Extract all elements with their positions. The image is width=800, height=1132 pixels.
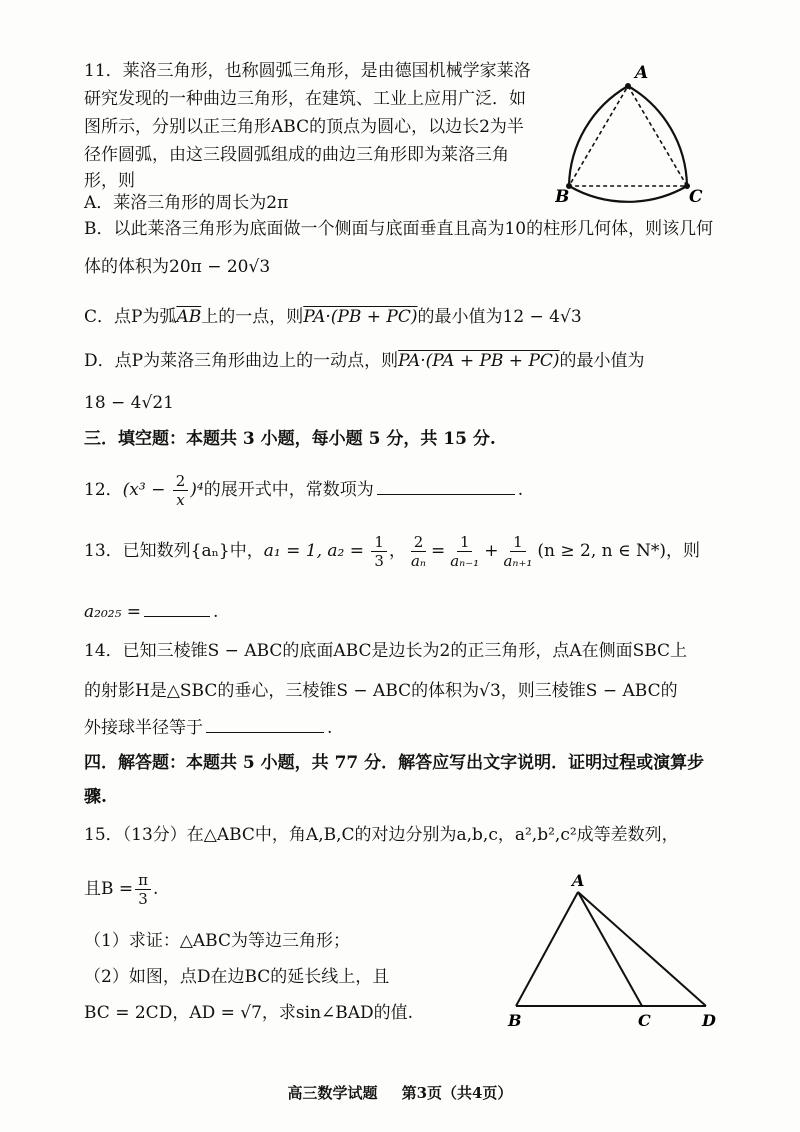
q11-option-b-line2: 体的体积为20π − 20√3 xyxy=(84,257,271,277)
label-a: A xyxy=(635,63,649,83)
label-b: B xyxy=(555,187,570,207)
q12-answer-blank[interactable] xyxy=(377,478,515,495)
segment-ab xyxy=(516,892,578,1006)
q13-ask xyxy=(84,600,218,623)
reuleaux-arcs xyxy=(569,86,687,202)
label-c: C xyxy=(689,187,703,207)
q13-f2-num: 2 xyxy=(411,533,427,552)
q11-option-d-post: 的最小值为 xyxy=(559,351,645,371)
q14-end: . xyxy=(327,718,333,738)
q11-option-c-arc: $\overline{AB}$ xyxy=(176,307,202,327)
triangle-figure xyxy=(498,872,728,1032)
q15-num: π xyxy=(135,871,151,890)
q12-num: 2 xyxy=(173,472,189,491)
q11-option-a: A．莱洛三角形的周长为2π xyxy=(84,193,289,213)
q14-line-2: 的射影H是△SBC的垂心，三棱锥S − ABC的体积为√3，则三棱锥S − ABC的 xyxy=(84,681,678,701)
q12-expr-a: (x³ − xyxy=(122,480,171,500)
q11-option-d xyxy=(84,350,645,372)
fig-label-b: B xyxy=(508,1011,522,1030)
q15-part-2: （2）如图，点D在边BC的延长线上，且 xyxy=(84,967,390,987)
q15-fraction xyxy=(135,871,151,908)
q11-option-d-pre: D．点P为莱洛三角形曲边上的一动点，则 xyxy=(84,351,399,371)
reuleaux-figure xyxy=(555,58,715,208)
fig-label-d: D xyxy=(702,1011,716,1030)
reuleaux-inner-triangle xyxy=(569,86,687,186)
q15-part-1: （1）求证：△ABC为等边三角形； xyxy=(84,931,350,951)
q13-end: . xyxy=(213,602,219,622)
q15-l2-pre: 且B = xyxy=(84,879,134,899)
q11-option-c-mid: 上的一点，则 xyxy=(201,307,304,327)
q13: 13．已知数列{aₙ}中，a₁ = 1, a₂ = $\frac{1}{3}$ ， $\frac{2}{\text{aₙ}}$ = $\frac{1}{\text{aₙ₋₁}}$ + $\frac{1}{\text{aₙ₊₁}}$ (n ≥ 2, n ∈ N*)，则 xyxy=(84,533,700,570)
page-footer xyxy=(0,1082,800,1103)
section-4-heading-line-2: 骤. xyxy=(84,787,107,807)
q11-line-1: 11．莱洛三角形，也称圆弧三角形，是由德国机械学家莱洛 xyxy=(84,61,531,81)
q12-fraction xyxy=(173,472,189,509)
q11-line-2: 研究发现的一种曲边三角形，在建筑、工业上应用广泛．如 xyxy=(84,89,526,109)
q12 xyxy=(84,470,523,510)
q11-line-5: 形，则 xyxy=(84,171,135,191)
segment-ad xyxy=(578,892,706,1006)
q15-den: 3 xyxy=(138,890,148,908)
q13-frac-4 xyxy=(500,533,535,570)
section-3-heading: 三．填空题：本题共 3 小题，每小题 5 分，共 15 分. xyxy=(84,429,496,449)
q13-f2-den: aₙ xyxy=(410,552,426,570)
footer-page: 第3页（共4页） xyxy=(401,1084,513,1102)
q13-cond: a₁ = 1, a₂ = xyxy=(263,541,370,561)
q13-frac-1 xyxy=(371,533,387,570)
footer-title: 高三数学试题 xyxy=(287,1084,378,1102)
q13-frac-2 xyxy=(408,533,429,570)
q11-line-3: 图所示，分别以正三角形ABC的顶点为圆心，以边长2为半 xyxy=(84,117,524,137)
q12-expr-b: )⁴ xyxy=(190,480,204,500)
q11-option-c xyxy=(84,306,582,328)
q11-option-c-pre: C．点P为弧 xyxy=(84,307,177,327)
q12-post: 的展开式中，常数项为 xyxy=(203,480,374,500)
q11-line-4: 径作圆弧，由这三段圆弧组成的曲边三角形即为莱洛三角 xyxy=(84,145,509,165)
q13-ask-text: a₂₀₂₅ = xyxy=(84,602,142,622)
q15-part-2-cont: BC = 2CD，AD = √7，求sin∠BAD的值. xyxy=(84,1003,414,1023)
q13-frac-3 xyxy=(447,533,482,570)
q11-option-d-expr: PA·(PA + PB + PC) xyxy=(398,351,560,371)
q11-option-b-line1: B．以此莱洛三角形为底面做一个侧面与底面垂直且高为10的柱形几何体，则该几何 xyxy=(84,219,714,239)
q12-den: x xyxy=(176,491,185,509)
q14-answer-blank[interactable] xyxy=(206,716,324,733)
q11-option-c-post: 的最小值为12 − 4√3 xyxy=(417,307,582,327)
q13-f4-den: aₙ₊₁ xyxy=(503,552,533,570)
q13-answer-blank[interactable] xyxy=(144,600,210,617)
q14-line-1: 14．已知三棱锥S − ABC的底面ABC是边长为2的正三角形，点A在侧面SBC上 xyxy=(84,641,688,661)
q11-option-c-expr: PA·(PB + PC) xyxy=(303,307,418,327)
q13-f4-num: 1 xyxy=(510,533,526,552)
segment-ac xyxy=(578,892,642,1006)
q12-end: . xyxy=(517,480,524,500)
q13-f3-den: aₙ₋₁ xyxy=(450,552,480,570)
q14-line-3 xyxy=(84,716,332,739)
section-4-heading-line-1: 四．解答题：本题共 5 小题，共 77 分．解答应写出文字说明．证明过程或演算步 xyxy=(84,753,705,773)
q13-tail: (n ≥ 2, n ∈ N*)，则 xyxy=(537,541,700,561)
q14-line-3-text: 外接球半径等于 xyxy=(84,718,203,738)
q15-line-1: 15．（13分）在△ABC中，角A,B,C的对边分别为a,b,c，a²,b²,c²成等差数列， xyxy=(84,825,679,845)
q13-f1-den: 3 xyxy=(374,552,384,570)
q13-f1-num: 1 xyxy=(371,533,387,552)
q13-f3-num: 1 xyxy=(457,533,473,552)
fig-label-a: A xyxy=(572,872,585,890)
fig-label-c: C xyxy=(638,1011,651,1030)
q12-pre: 12． xyxy=(84,480,123,500)
q15-l2-end: . xyxy=(153,879,159,899)
q15-line-2 xyxy=(84,864,158,914)
q13-pre: 13．已知数列{aₙ}中， xyxy=(84,541,264,561)
vertex-a-dot xyxy=(625,83,631,89)
q11-option-d-value: 18 − 4√21 xyxy=(84,393,174,413)
